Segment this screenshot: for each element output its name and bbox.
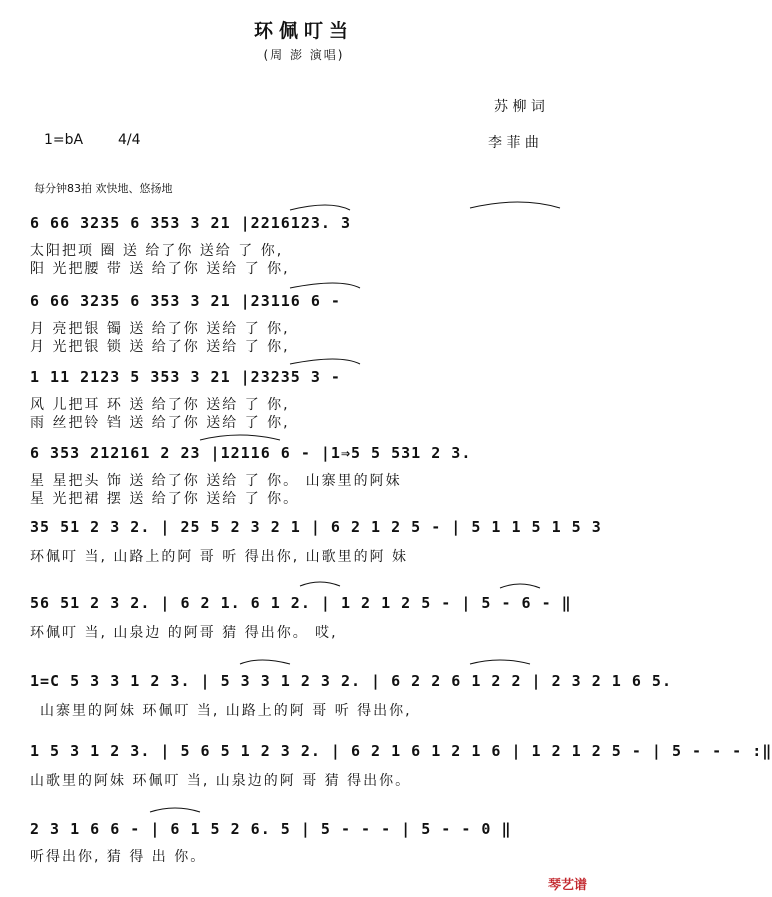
singer-credit: (周 澎 演唱) [263,48,345,62]
notation-line-8: 1 5 3 1 2 3. | 5 6 5 1 2 3 2. | 6 2 1 6 1 2 1 6 | 1 2 1 2 5 - | 5 - - - :‖ [30,742,772,760]
lyric-line-9: 听得出你, 猜 得 出 你。 [30,849,207,865]
lyric-line-5: 环佩叮 当, 山路上的阿 哥 听 得出你, 山歌里的阿 妹 [30,549,409,565]
song-title: 环佩叮当 [253,20,354,42]
lyric-line-4b: 星 光把裙 摆 送 给了你 送给 了 你。 [30,491,300,507]
composer-credit: 李 菲 曲 [488,135,539,151]
lyricist-credit: 苏 柳 词 [494,99,545,115]
lyric-line-7: 山寨里的阿妹 环佩叮 当, 山路上的阿 哥 听 得出你, [40,703,412,719]
site-logo: 琴艺谱 [548,878,588,893]
notation-line-2: 6 66 3235 6 353 3 21 |23116 6 - [30,292,341,310]
notation-line-9: 2 3 1 6 6 - | 6 1 5 2 6. 5 | 5 - - - | 5 - - 0 ‖ [30,820,512,838]
notation-line-4: 6 353 212161 2 23 |12116 6 - |1⇒5 5 531 2 3. [30,444,472,462]
tempo-marking: 每分钟83拍 欢快地、悠扬地 [34,182,173,195]
notation-line-3: 1 11 2123 5 353 3 21 |23235 3 - [30,368,341,386]
lyric-line-6: 环佩叮 当, 山泉边 的阿哥 猜 得出你。 哎, [30,625,338,641]
lyric-line-3a: 风 儿把耳 环 送 给了你 送给 了 你, [30,397,290,413]
notation-line-7: 1=C 5 3 3 1 2 3. | 5 3 3 1 2 3 2. | 6 2 2 6 1 2 2 | 2 3 2 1 6 5. [30,672,672,690]
lyric-line-2a: 月 亮把银 镯 送 给了你 送给 了 你, [30,321,290,337]
lyric-line-8: 山歌里的阿妹 环佩叮 当, 山泉边的阿 哥 猜 得出你。 [30,773,412,789]
lyric-line-4a: 星 星把头 饰 送 给了你 送给 了 你。 山寨里的阿妹 [30,473,402,489]
notation-line-1: 6 66 3235 6 353 3 21 |2216123. 3 [30,214,351,232]
lyric-line-2b: 月 光把银 锁 送 给了你 送给 了 你, [30,339,290,355]
notation-line-6: 56 51 2 3 2. | 6 2 1. 6 1 2. | 1 2 1 2 5 - | 5 - 6 - ‖ [30,594,572,612]
notation-line-5: 35 51 2 3 2. | 25 5 2 3 2 1 | 6 2 1 2 5 - | 5 1 1 5 1 5 3 [30,518,602,536]
lyric-line-3b: 雨 丝把铃 铛 送 给了你 送给 了 你, [30,415,290,431]
key-signature: 1=bA [44,132,84,148]
time-signature: 4/4 [118,132,141,148]
lyric-line-1b: 阳 光把腰 带 送 给了你 送给 了 你, [30,261,290,277]
lyric-line-1a: 太阳把项 圈 送 给了你 送给 了 你, [30,243,284,259]
